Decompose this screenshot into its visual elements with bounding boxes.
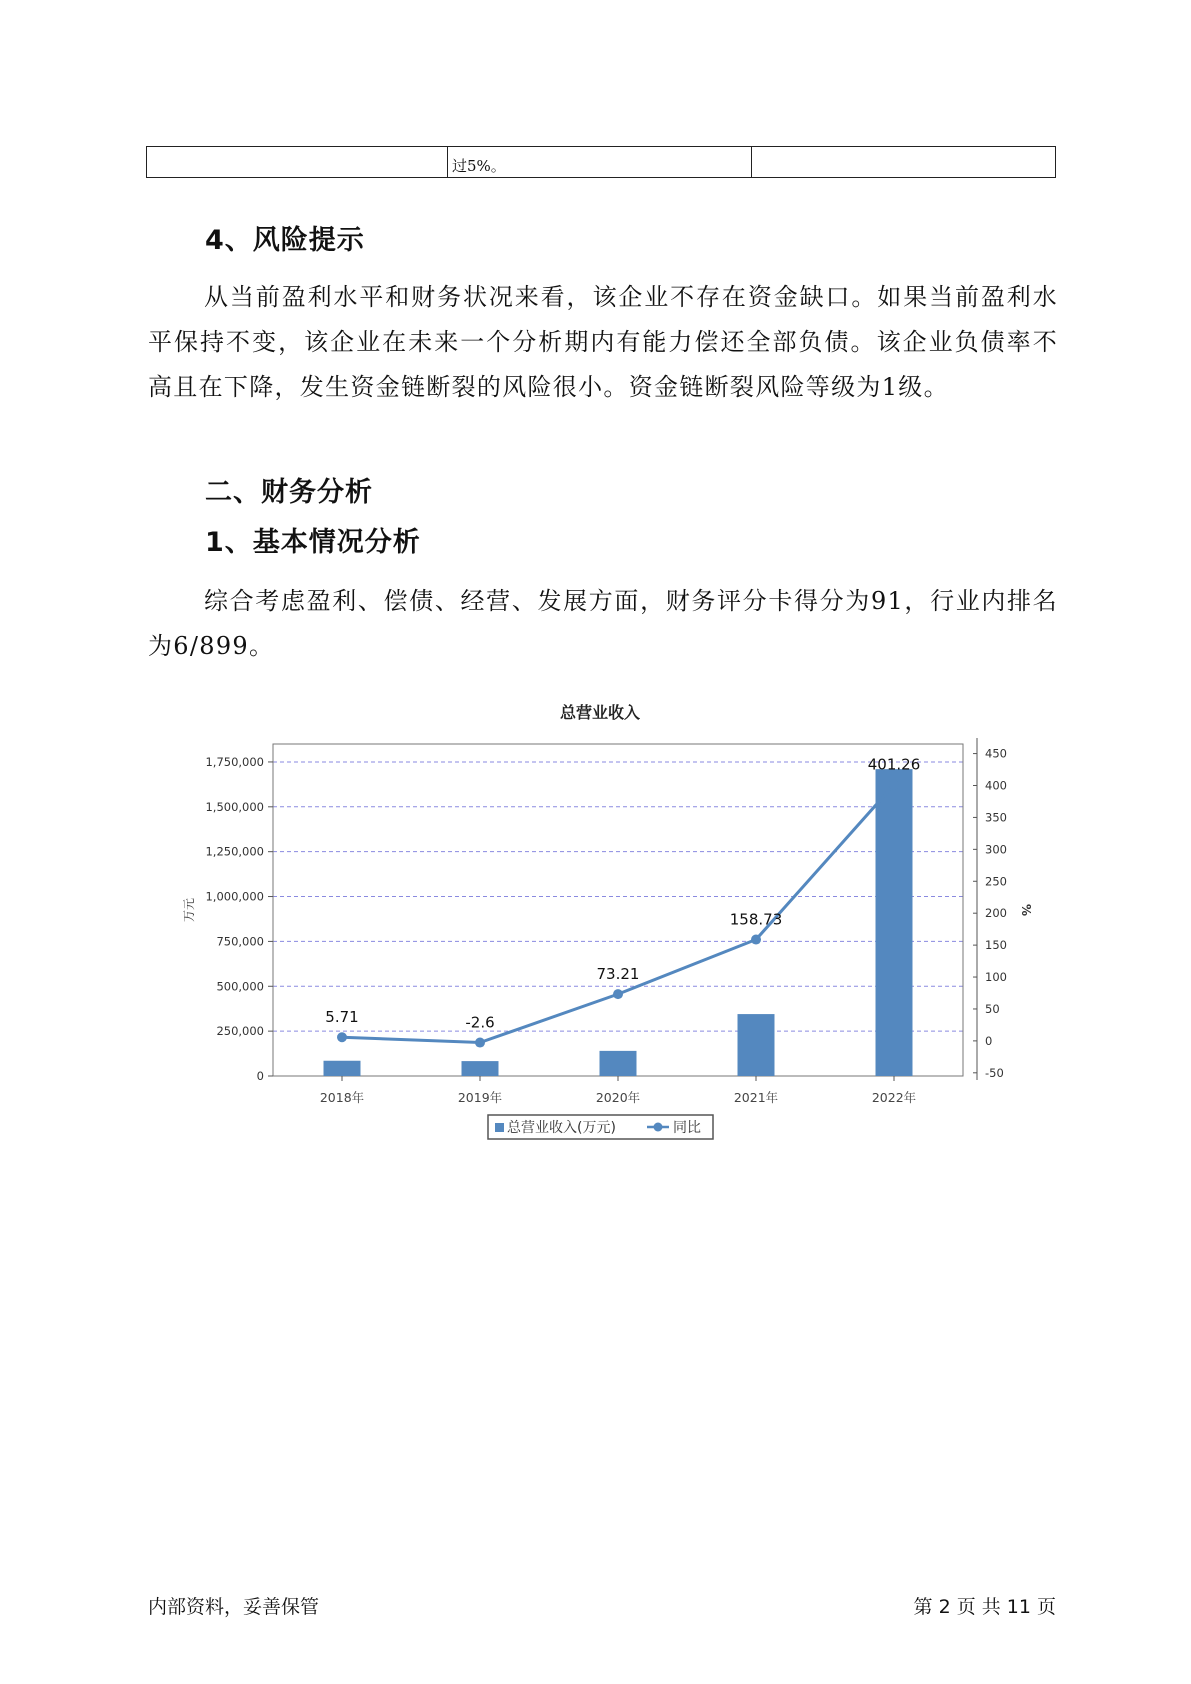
y-tick-label-right: 0 — [985, 1033, 993, 1048]
x-tick-label: 2019年 — [457, 1090, 503, 1105]
table-cell: 过5%。 — [448, 147, 752, 177]
y-tick-label-right: 250 — [985, 874, 1007, 889]
legend-entry-revenue: 总营业收入(万元) — [507, 1120, 616, 1136]
data-label: 158.73 — [729, 910, 783, 929]
bar — [600, 1051, 637, 1076]
y-tick-label-right: 400 — [985, 778, 1007, 793]
chart-title: 总营业收入 — [559, 703, 641, 722]
y-tick-label-right: 300 — [985, 842, 1007, 857]
bar — [738, 1014, 775, 1076]
table-cell — [147, 147, 448, 177]
x-tick-label: 2020年 — [595, 1090, 641, 1105]
plot-frame — [273, 744, 963, 1076]
x-tick-label: 2021年 — [733, 1090, 779, 1105]
bar — [462, 1061, 499, 1076]
data-label: 5.71 — [325, 1008, 359, 1027]
line-point — [475, 1038, 485, 1048]
line-point — [337, 1032, 347, 1042]
legend-bar-swatch — [495, 1123, 504, 1132]
y-tick-label-left: 500,000 — [216, 979, 264, 994]
chart-legend — [488, 1115, 713, 1139]
y-tick-label-left: 1,750,000 — [205, 754, 264, 769]
y-tick-label-left: 1,250,000 — [205, 844, 264, 859]
table-cell — [752, 147, 1055, 177]
y-axis-label-right: % — [1019, 903, 1033, 917]
line-path — [342, 785, 894, 1043]
y-tick-label-right: 200 — [985, 906, 1007, 921]
data-label: -2.6 — [465, 1013, 495, 1032]
y-tick-label-right: 100 — [985, 970, 1007, 985]
x-tick-label: 2018年 — [319, 1090, 365, 1105]
y-tick-label-left: 1,500,000 — [205, 799, 264, 814]
y-axis-label-left: 万元 — [182, 897, 196, 923]
data-label: 401.26 — [867, 755, 921, 774]
x-axis — [320, 1076, 916, 1105]
y-tick-label-left: 250,000 — [216, 1024, 264, 1039]
y-tick-label-right: 150 — [985, 938, 1007, 953]
legend-entry-yoy: 同比 — [673, 1120, 701, 1136]
section-heading: 4、风险提示 — [205, 225, 365, 256]
line-series — [325, 756, 920, 1048]
paragraph: 从当前盈利水平和财务状况来看，该企业不存在资金缺口。如果当前盈利水平保持不变，该企业在未来一个分析期内有能力偿还全部负债。该企业负债率不高且在下降，发生资金链断裂的风险很小。资金链断裂风险等级为1级。 — [148, 283, 1058, 401]
x-tick-label: 2022年 — [871, 1090, 917, 1105]
bar — [324, 1061, 361, 1076]
table-fragment — [146, 146, 1056, 178]
section-heading: 二、财务分析 — [205, 477, 373, 508]
y-tick-label-right: -50 — [985, 1065, 1004, 1080]
footer-left: 内部资料，妥善保管 — [148, 1596, 320, 1618]
data-label: 73.21 — [596, 965, 640, 984]
left-axis — [205, 755, 273, 1083]
footer-right: 第 2 页 共 11 页 — [913, 1596, 1056, 1618]
paragraph: 综合考虑盈利、偿债、经营、发展方面，财务评分卡得分为91，行业内排名为6/899。 — [148, 587, 1058, 660]
line-point — [751, 935, 761, 945]
line-point — [613, 989, 623, 999]
line-point — [889, 780, 899, 790]
revenue-chart — [165, 695, 1033, 1165]
right-axis — [973, 738, 1007, 1080]
y-tick-label-left: 0 — [256, 1069, 264, 1083]
section-heading: 1、基本情况分析 — [205, 527, 421, 558]
bar — [876, 769, 913, 1076]
bar-series — [324, 769, 913, 1076]
legend-line-marker — [654, 1123, 663, 1132]
y-tick-label-left: 1,000,000 — [205, 889, 264, 904]
y-tick-label-right: 450 — [985, 746, 1007, 761]
y-tick-label-right: 350 — [985, 810, 1007, 825]
y-tick-label-left: 750,000 — [216, 934, 264, 949]
y-tick-label-right: 50 — [985, 1001, 1000, 1016]
